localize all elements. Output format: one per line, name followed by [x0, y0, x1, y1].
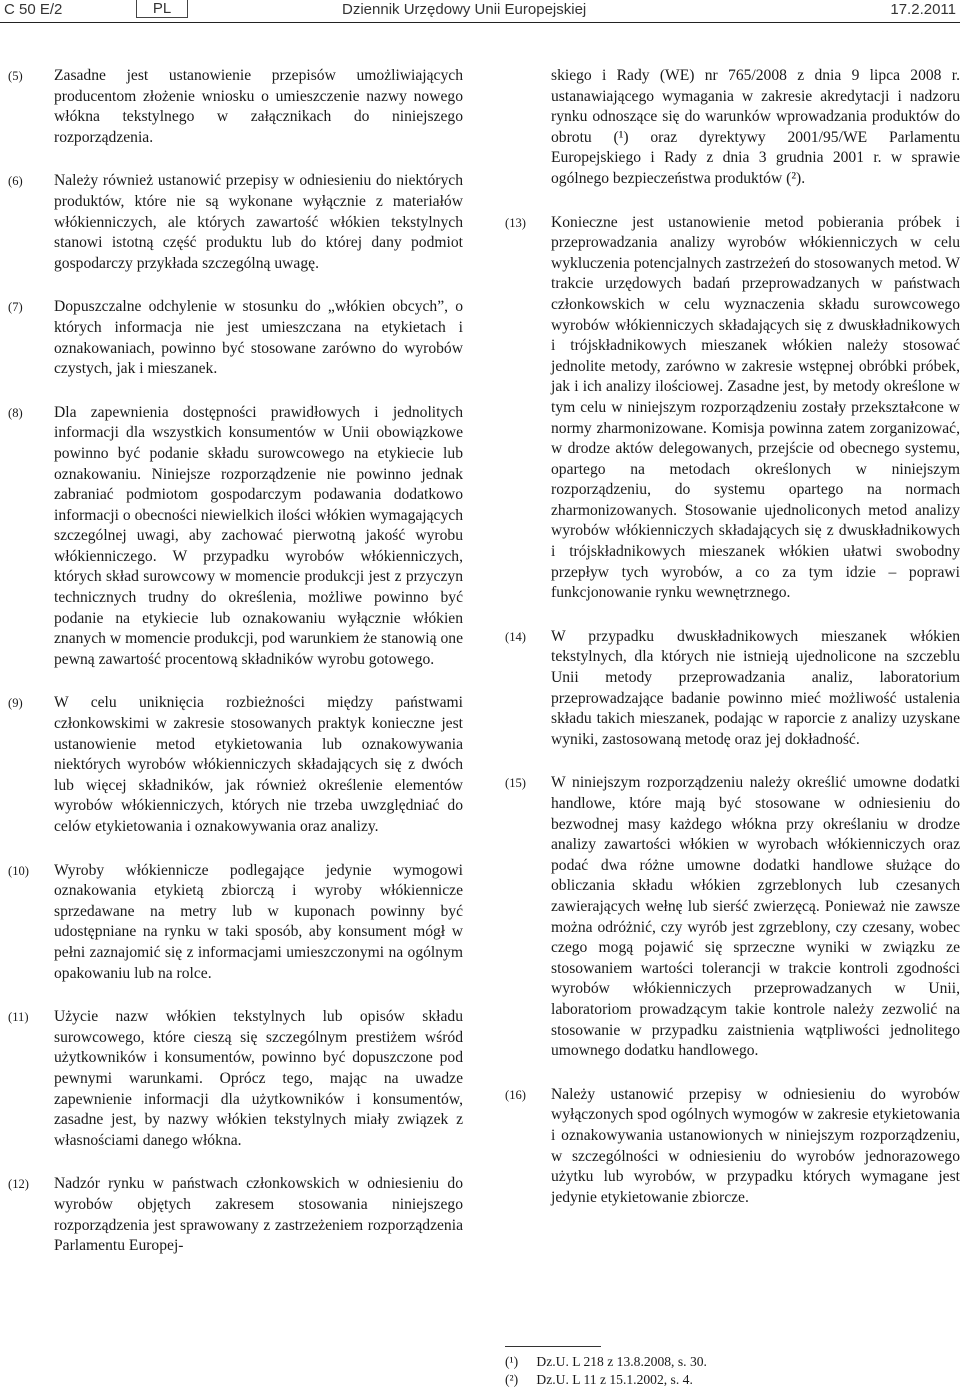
recital-11: [8, 1007, 463, 1151]
recital-number: (11): [8, 1010, 29, 1025]
journal-series: C 50 E/2: [4, 1, 63, 18]
footnotes: [505, 1353, 960, 1389]
recital-5: [8, 66, 463, 148]
footnote-2: [505, 1371, 960, 1389]
recital-number: (7): [8, 300, 23, 315]
page-header: [0, 0, 960, 23]
recital-number: (6): [8, 174, 23, 189]
recital-text: Wyroby włókiennicze podlegające jedynie wymogowi oznakowania etykietą zbiorczą i wyroby włókiennicze sprzedawane na metry lub w kuponach powinny być udostępniane na rynku w taki sposób, aby konsument mógł w pełni zaznajomić się z informacjami umieszczonymi na ogólnym opakowaniu lub na rolce.: [54, 861, 463, 982]
left-column: [8, 66, 463, 1280]
recital-number: (14): [505, 629, 526, 644]
footnote-text: Dz.U. L 218 z 13.8.2008, s. 30.: [536, 1354, 707, 1369]
recital-13: [505, 213, 960, 604]
recital-number: (13): [505, 215, 526, 230]
recital-text: Należy również ustanowić przepisy w odniesieniu do niektórych produktów, które nie są wykonane wyłącznie z materiałów włókienniczych, ale których zawartość włókien tekstylnych stanowi istotną część produktu lub do której dany podmiot gospodarczy przykłada szczególną uwagę.: [54, 172, 463, 272]
recital-9: [8, 693, 463, 837]
recital-15: [505, 773, 960, 1061]
footnote-1: [505, 1353, 960, 1371]
recital-text: Konieczne jest ustanowienie metod pobierania próbek i przeprowadzania analizy wyrobów włókienniczych w celu wykluczenia potencjalnych zastrzeżeń do stosowanych metod. W trakcie urzędowych badań przeprowadzanych w państwach członkowskich w celu wyznaczenia składu surowcowego wyrobów włókienniczych składających się z dwuskładnikowych i trójskładnikowych mieszanek włókien należy stosować jednolite metody, zarówno w zakresie wstępnej obróbki próbek, jak i ich analizy ilościowej. Zasadne jest, by metody określone w tym celu w niniejszym rozporządzeniu zostały przekształcone w normy zharmonizowane. Komisja powinna zatem zorganizować, w drodze aktów delegowanych, przejście od obecnego systemu, opartego na metodach określonych w niniejszym rozporządzeniu, do systemu opartego na normach zharmonizowanych. Stosowanie ujednoliconych metod analizy wyrobów włókienniczych składających się z dwuskładnikowych i trójskładnikowych mieszanek włókien ułatwi swobodny przepływ tych wyrobów, a co za tym idzie – poprawi funkcjonowanie rynku wewnętrznego.: [551, 213, 960, 602]
footnote-text: Dz.U. L 11 z 15.1.2002, s. 4.: [536, 1372, 693, 1387]
recital-number: (16): [505, 1087, 526, 1102]
recital-text: skiego i Rady (WE) nr 765/2008 z dnia 9 lipca 2008 r. ustanawiającego wymagania w zakresie akredytacji i nadzoru rynku odnoszące się do warunków wprowadzania produktów do obrotu (¹) oraz dyrektywy 2001/95/WE Parlamentu Europejskiego i Rady z dnia 3 grudnia 2001 r. w sprawie ogólnego bezpieczeństwa produktów (²).: [551, 67, 960, 187]
recital-12-continuation: [505, 66, 960, 190]
recital-6: [8, 171, 463, 274]
recital-text: Dopuszczalne odchylenie w stosunku do „włókien obcych”, o których informacja nie jest umieszczana na etykietach i oznakowaniach, powinno być stosowane zarówno do wyrobów czystych, jak i mieszanek.: [54, 298, 463, 378]
footnote-divider: [505, 1346, 601, 1347]
recital-number: (15): [505, 776, 526, 791]
recital-number: (12): [8, 1177, 29, 1192]
recital-7: [8, 297, 463, 379]
recital-number: (5): [8, 69, 23, 83]
recital-12: [8, 1174, 463, 1256]
recital-text: Zasadne jest ustanowienie przepisów umożliwiających producentom złożenie wniosku o umieszczenie nazwy nowego włókna tekstylnego w załącznikach do niniejszego rozporządzenia.: [54, 67, 463, 146]
recital-text: W celu uniknięcia rozbieżności między państwami członkowskimi w zakresie stosowanych praktyk konieczne jest ustanowienie metod etykietowania lub oznakowywania niektórych wyrobów włókienniczych składających się z dwóch lub więcej składników, jak również określenie elementów wyrobów włókienniczych, których nie trzeba uwzględniać do celów etykietowania i oznakowywania oraz analizy.: [54, 694, 463, 835]
recital-number: (10): [8, 863, 29, 878]
recital-10: [8, 861, 463, 985]
recital-text: W niniejszym rozporządzeniu należy określić umowne dodatki handlowe, które mają być stosowane w odniesieniu do bezwodnej masy każdego włókna przy określaniu w drodze analizy zawartości włókien w wyrobach włókienniczych oraz podać dwa różne umowne dodatki handlowe służące do obliczania składu włókien zgrzeblonych lub czesanych zawierających wełnę lub sierść zwierzęcą. Ponieważ nie zawsze można odróżnić, czy wyrób jest zgrzeblony, czy czesany, wobec czego mogą pojawić się sprzeczne wyniki w związku ze stosowaniem wartości tolerancji w trakcie kontroli zgodności wyrobów włókienniczych przeprowadzanych w Unii, laboratoriom prowadzącym takie kontrole należy zezwolić na stosowanie w przypadku zaistnienia wątpliwości jednolitego umownego dodatku handlowego.: [551, 774, 960, 1060]
recital-text: W przypadku dwuskładnikowych mieszanek włókien tekstylnych, dla których nie istnieją ujednolicone na szczeblu Unii metody przeprowadzania analiz, laboratorium przeprowadzające badanie powinno mieć możliwość ustalenia składu takich mieszanek, podając w raporcie z analizy uzyskane wyniki, zastosowaną metodę oraz jej dokładność.: [551, 627, 960, 748]
recital-14: [505, 627, 960, 751]
journal-title: Dziennik Urzędowy Unii Europejskiej: [342, 1, 587, 18]
footnote-mark: (²): [505, 1372, 519, 1387]
language-box: PL: [136, 0, 188, 18]
recital-number: (9): [8, 696, 23, 711]
footnote-mark: (¹): [505, 1354, 519, 1369]
recital-text: Dla zapewnienia dostępności prawidłowych i jednolitych informacji dla wszystkich konsumentów w Unii obowiązkowe powinno być podanie składu surowcowego na etykiecie lub oznakowaniu. Niniejsze rozporządzenie nie powinno jednak zabraniać podmiotom gospodarczym podawania dodatkowo informacji o obecności niewielkich ilości włókien wymagających szczególnej uwagi, aby zachować pierwotną jakość wyrobu włókienniczego. W przypadku wyrobów włókienniczych, których skład surowcowy w momencie produkcji jest z przyczyn technicznych trudny do określenia, możliwe powinno być podanie na etykiecie lub oznakowaniu wyłącznie włókien znanych w momencie produkcji, pod warunkiem że stanowią one pewną zawartość procentową składników wyrobu gotowego.: [54, 403, 463, 668]
publication-date: 17.2.2011: [890, 1, 956, 18]
recital-text: Nadzór rynku w państwach członkowskich w odniesieniu do wyrobów objętych zakresem stosowania niniejszego rozporządzenia jest sprawowany z zastrzeżeniem rozporządzenia Parlamentu Europej-: [54, 1175, 463, 1255]
right-column: [505, 66, 960, 1231]
recital-number: (8): [8, 405, 23, 420]
recital-8: [8, 403, 463, 671]
recital-16: [505, 1085, 960, 1209]
recital-text: Należy ustanowić przepisy w odniesieniu do wyrobów wyłączonych spod ogólnych wymogów w zakresie etykietowania i oznakowywania ustanowionych w niniejszym rozporządzeniu, w szczególności w odniesieniu do wyrobów jednorazowego użytku lub wyrobów, w przypadku których wymagane jest jedynie etykietowanie zbiorcze.: [551, 1085, 960, 1206]
recital-text: Użycie nazw włókien tekstylnych lub opisów składu surowcowego, które cieszą się szczególnym prestiżem wśród użytkowników i konsumentów, powinno być dopuszczone pod pewnymi warunkami. Oprócz tego, mając na uwadze zapewnienie informacji dla użytkowników i konsumentów, zasadne jest, by nazwy włókien tekstylnych miały związek z własnościami danego włókna.: [54, 1008, 463, 1149]
